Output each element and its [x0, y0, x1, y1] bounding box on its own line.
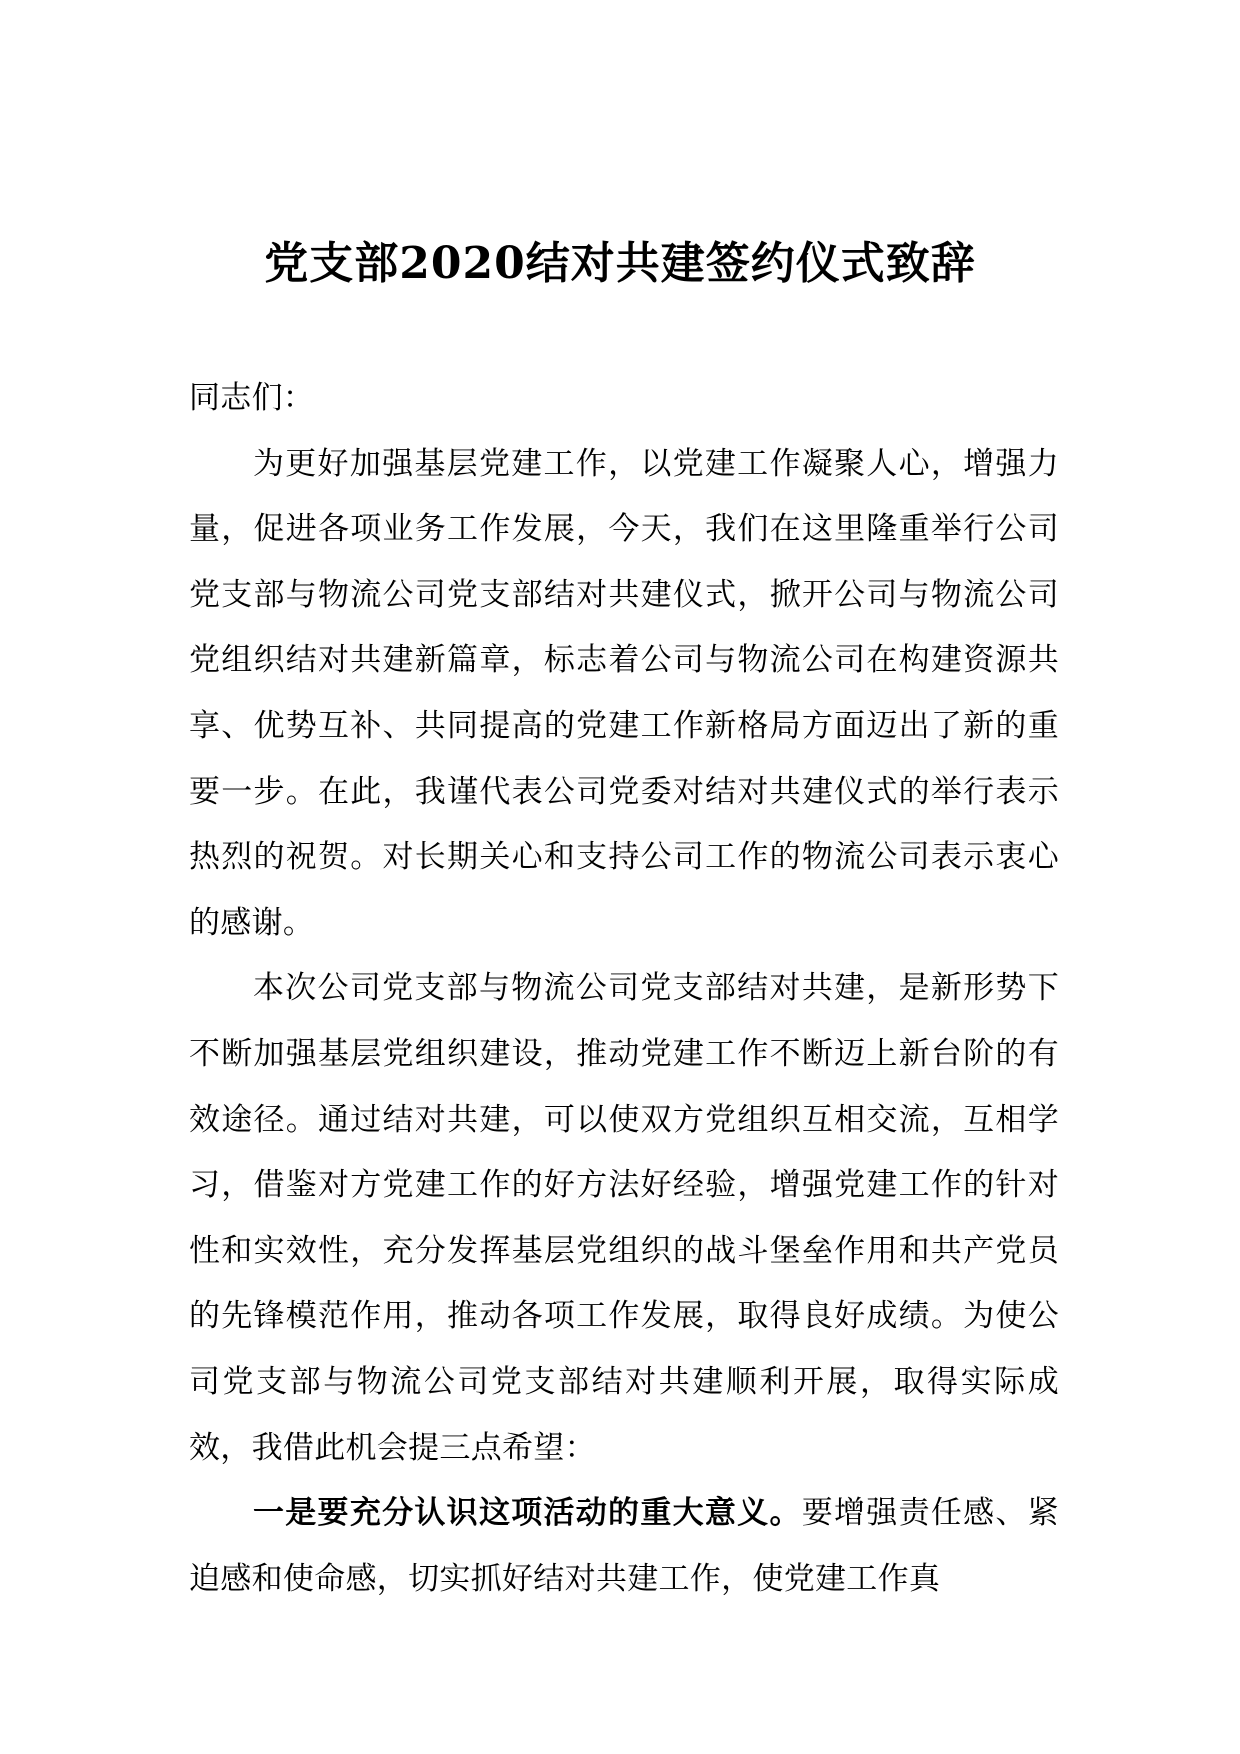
paragraph-2: 本次公司党支部与物流公司党支部结对共建，是新形势下不断加强基层党组织建设，推动党建工作不断迈上新台阶的有效途径。通过结对共建，可以使双方党组织互相交流，互相学习，借鉴对方党建工作的好方法好经验，增强党建工作的针对性和实效性，充分发挥基层党组织的战斗堡垒作用和共产党员的先锋模范作用，推动各项工作发展，取得良好成绩。为使公司党支部与物流公司党支部结对共建顺利开展，取得实际成效，我借此机会提三点希望：	[189, 970, 1059, 1466]
document-title: 党支部2020结对共建签约仪式致辞	[264, 238, 976, 289]
paragraph-3-text: 要增强责任感、紧迫感和使命感，切实抓好结对共建工作，使党建工作真	[189, 1495, 1059, 1597]
salutation: 同志们：	[189, 380, 315, 416]
paragraph-1: 为更好加强基层党建工作，以党建工作凝聚人心，增强力量，促进各项业务工作发展，今天，我们在这里隆重举行公司党支部与物流公司党支部结对共建仪式，掀开公司与物流公司党组织结对共建新篇章，标志着公司与物流公司在构建资源共享、优势互补、共同提高的党建工作新格局方面迈出了新的重要一步。在此，我谨代表公司党委对结对共建仪式的举行表示热烈的祝贺。对长期关心和支持公司工作的物流公司表示衷心的感谢。	[189, 445, 1059, 941]
paragraph-3	[189, 1481, 1059, 1612]
document-body	[189, 366, 1059, 1612]
paragraph-3-lead: 一是要充分认识这项活动的重大意义。	[253, 1495, 802, 1532]
